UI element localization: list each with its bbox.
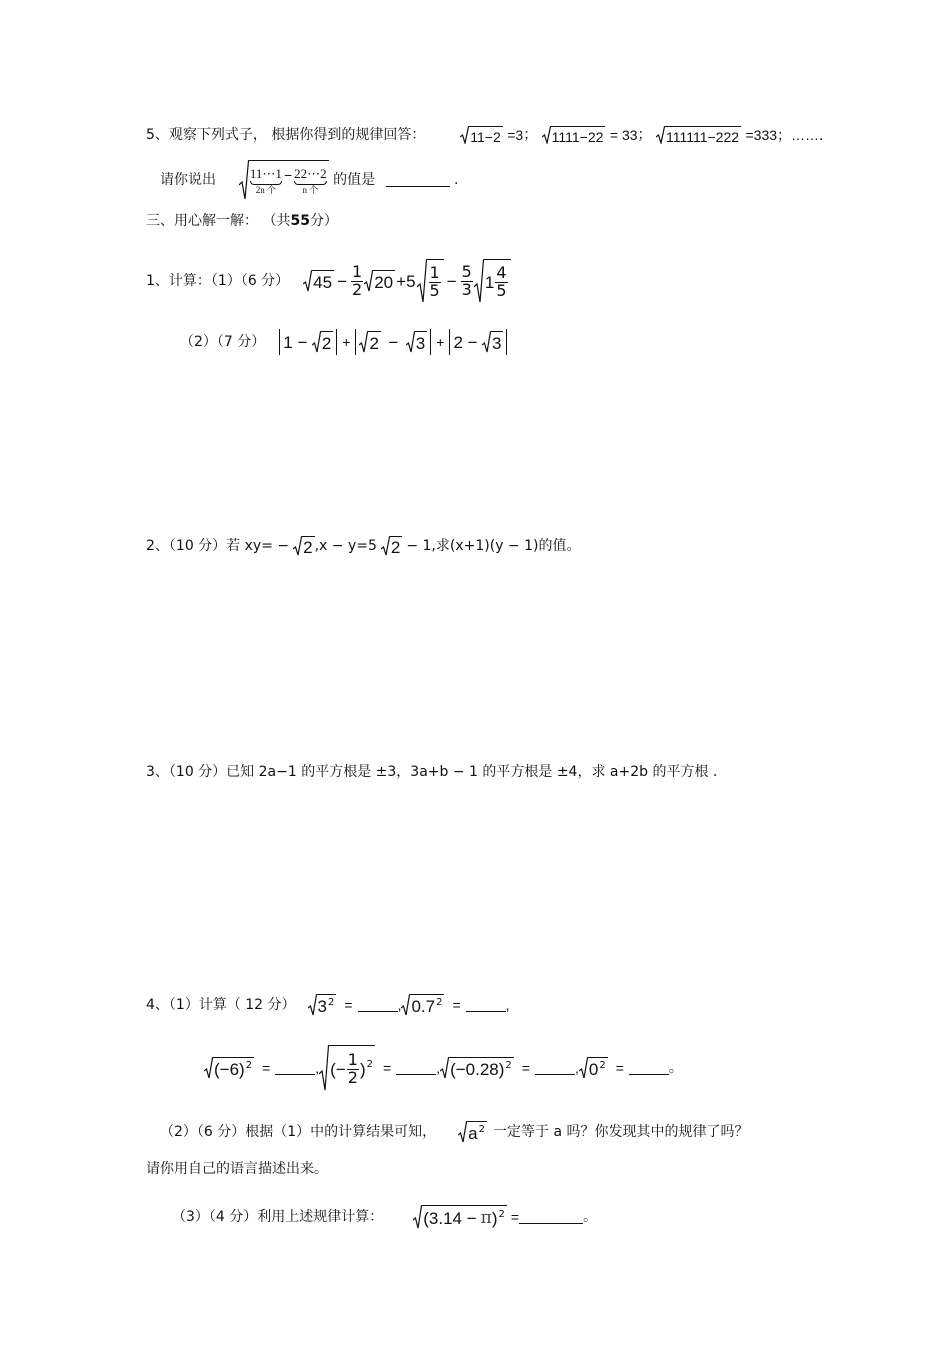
p4-eq-5: = [521,1060,530,1076]
p4-e1-sq: 2 [328,996,335,1008]
p1-abs1-pre: 1 − [283,332,308,352]
p1-sqrt45 [303,270,334,292]
p1-line2 [180,324,507,360]
p4-part3-post: ) [491,1209,498,1228]
q5-ones-brace [250,167,282,195]
p1-label: 1、计算：（1）（6 分） [146,273,290,289]
q5-answer-blank[interactable] [386,174,450,187]
section3-title [146,214,338,228]
q5-ex3-result: =333；……． [745,127,834,143]
p4-part3-blank[interactable] [519,1211,583,1224]
p4-part3-pre: (3.14 − [423,1209,477,1228]
q5-ex2-radicand: 1111−22 [551,128,604,145]
q5-intro: 5、观察下列式子， 根据你得到的规律回答： [146,127,426,143]
q5-sep-2: ； [637,127,652,143]
p2-sqrt-1 [293,536,314,556]
p2-mid: ,x − y=5 [314,538,377,554]
p1-abs1-root: 2 [321,334,332,353]
p1-abs-2 [355,329,431,355]
p4-eq-2: = [452,997,461,1013]
q5-line1 [146,126,833,144]
p4-part2-post: 一定等于 a 吗？你发现其中的规律了吗？ [493,1124,749,1140]
p4-blank-5[interactable] [535,1062,575,1075]
p4-line1 [146,990,510,1020]
p1-abs2-root-a: 2 [369,334,379,353]
p4-sqrt-e6 [579,1057,608,1079]
p1-f3-num: 5 [461,261,472,281]
p1-abs3-root: 3 [492,334,502,353]
p4-part2-line2-text: 请你用自己的语言描述出来。 [146,1161,328,1177]
p2-root-2: 2 [390,538,401,557]
p1-f3-den: 3 [461,279,472,299]
p4-part2-sqrt [458,1121,487,1143]
p1-b: 20 [374,273,394,292]
p4-e6: 0 [588,1060,599,1079]
p2-end: − 1,求(x+1)(y − 1)的值。 [406,538,581,554]
p1-abs2-minus: − [388,332,399,352]
section3-title-pre: 三、用心解一解： （共 [146,213,291,229]
p1-sqrt-fifth [417,259,444,303]
p4-e4-num: 1 [347,1049,358,1069]
p1-frac-five-thirds [461,261,473,299]
p4-part3-sq: 2 [498,1208,505,1220]
p1-f1-num: 1 [352,261,363,281]
p4-e3-sq: 2 [245,1059,253,1071]
q5-ask-suffix: 的值是 [333,172,376,188]
p4-eq-4: = [383,1060,392,1076]
p1-abs-1 [279,329,337,355]
q5-ask-end: . [453,172,459,188]
p4-comma-4: , [436,1060,441,1076]
p4-part2-pre: （2）（6 分）根据（1）中的计算结果可知， [160,1124,437,1140]
p3-text: 3、（10 分）已知 2a−1 的平方根是 ±3，3a+b − 1 的平方根是 ±4，求 a+2b 的平方根 . [146,764,718,780]
q5-sqrt-3 [656,126,741,144]
p1-abs3-pre: 2 − [453,332,478,352]
p1-label2: （2）（7 分） [180,334,266,350]
p4-part3-end: 。 [583,1209,598,1225]
p1-f2-den: 5 [429,280,440,300]
p4-e4-pre: (− [330,1059,346,1079]
p4-blank-6[interactable] [629,1062,669,1075]
q5-ex3-radicand: 111111−222 [665,128,740,145]
q5-twos-brace [294,167,327,195]
p1-f1-den: 2 [352,279,363,299]
p4-part2-line1 [160,1118,749,1146]
q5-big-minus: − [283,167,293,183]
p4-sqrt-e5 [440,1057,514,1079]
p1-frac-half [351,261,363,299]
p4-part2-var: a [468,1124,478,1143]
p1-abs2-root-b: 3 [415,334,426,353]
p1-line1 [146,258,511,304]
p4-e4-den: 2 [347,1067,358,1087]
q5-ex1-result: =3 [507,127,524,143]
p4-e4-post: ) [359,1059,366,1079]
q5-big-sqrt [239,160,329,200]
p2-line [146,534,580,558]
p4-e5: (−0.28) [450,1060,505,1079]
p4-e2-sq: 2 [436,996,443,1008]
section3-title-post: 分） [309,213,338,229]
p4-part2-line2 [146,1162,328,1176]
p4-sqrt-e3 [204,1057,254,1079]
p1-plus-2: + [436,334,445,350]
p4-blank-1[interactable] [358,999,398,1012]
p4-comma-3: , [315,1060,320,1076]
q5-ask-prefix: 请你说出 [160,172,216,188]
p3-line [146,765,717,779]
p2-root-1: 2 [303,538,313,557]
q5-sqrt-1 [460,126,503,144]
p2-label: 2、（10 分）若 xy= − [146,538,290,554]
p4-e4-sq: 2 [366,1059,373,1070]
p2-sqrt-2 [381,536,402,556]
p4-e5-sq: 2 [505,1059,512,1071]
p4-eq-1: = [344,997,353,1013]
q5-sep-1: ； [523,127,538,143]
p4-part3-label: （3）（4 分）利用上述规律计算： [172,1209,384,1225]
q5-big-ones-note: 2n 个 [255,185,277,195]
p4-part3-eq: = [510,1209,520,1225]
p4-e6-sq: 2 [599,1059,606,1071]
p1-abs-3 [449,329,507,355]
p4-line2 [204,1044,683,1092]
p4-end: 。 [668,1060,683,1076]
p4-blank-3[interactable] [275,1062,315,1075]
p4-blank-4[interactable] [396,1062,436,1075]
p4-part2-sq: 2 [478,1123,486,1135]
p1-f4-den: 5 [496,280,507,300]
p1-plus5: +5 [396,271,416,291]
p1-f2-num: 1 [429,262,440,282]
p4-sqrt-e4 [319,1045,375,1091]
p4-comma-2: , [505,997,510,1013]
q5-sqrt-2 [542,126,606,144]
p1-minus-1: − [337,271,348,291]
p1-f4-num: 4 [496,262,507,282]
p4-label: 4、（1）计算（ 12 分） [146,997,296,1013]
p4-sqrt-e2 [401,994,444,1016]
q5-ex2-result: = 33 [609,127,638,143]
p1-sqrt20 [364,270,395,292]
q5-big-twos: 22⋯2 [294,166,327,181]
q5-ex1-radicand: 11−2 [470,128,501,145]
p1-minus-2: − [446,271,457,291]
p4-part3-line [172,1202,597,1232]
p4-e1: 3 [317,997,327,1016]
p4-blank-2[interactable] [466,999,506,1012]
p4-e2: 0.7 [411,997,436,1016]
q5-line2 [160,160,458,200]
q5-big-twos-note: n 个 [302,185,319,195]
p1-plus-1: + [342,334,351,350]
p1-a: 45 [313,273,333,292]
p4-e3: (−6) [214,1060,245,1079]
p4-eq-6: = [615,1060,624,1076]
p4-comma-1: , [397,997,402,1013]
p4-part3-pi: π [480,1208,492,1228]
p4-part3-sqrt [413,1205,507,1229]
q5-big-ones: 11⋯1 [249,166,282,181]
p4-comma-5: , [574,1060,579,1076]
section3-score: 55 [290,213,310,229]
p1-sqrt-mixed [474,259,511,303]
p1-mixed-int: 1 [484,272,495,292]
p4-eq-3: = [262,1060,271,1076]
p4-sqrt-e1 [308,994,337,1016]
